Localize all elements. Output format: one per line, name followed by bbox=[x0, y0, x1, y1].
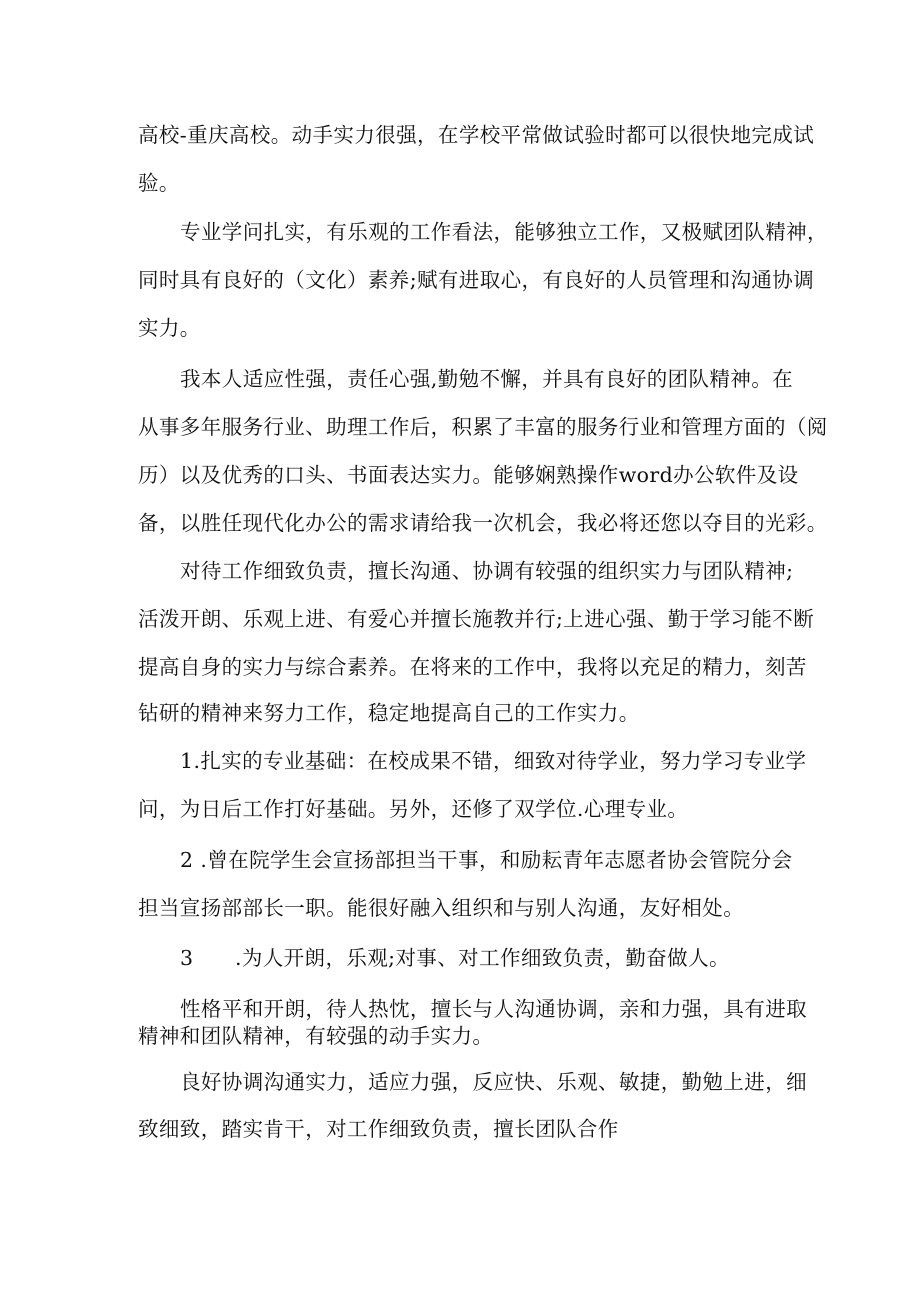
text-line: 钻研的精神来努力工作，稳定地提高自己的工作实力。 bbox=[138, 701, 640, 725]
text-line: 备，以胜任现代化办公的需求请给我一次机会，我必将还您以夺目的光彩。 bbox=[138, 511, 828, 535]
text-line: 3 .为人开朗，乐观;对事、对工作细致负责，勤奋做人。 bbox=[180, 946, 730, 970]
text-line: 验。 bbox=[138, 171, 180, 195]
text-line: 活泼开朗、乐观上进、有爱心并擅长施教并行;上进心强、勤于学习能不断 bbox=[138, 607, 815, 631]
text-line: 精神和团队精神，有较强的动手实力。 bbox=[138, 1024, 494, 1048]
text-line: 1.扎实的专业基础：在校成果不错，细致对待学业，努力学习专业学 bbox=[180, 749, 807, 773]
text-line: 担当宣扬部部长一职。能很好融入组织和与别人沟通，友好相处。 bbox=[138, 896, 745, 920]
text-line: 良好协调沟通实力，适应力强，反应快、乐观、敏捷，勤勉上进，细 bbox=[180, 1070, 807, 1094]
text-line: 我本人适应性强，责任心强,勤勉不懈，并具有良好的团队精神。在 bbox=[180, 367, 794, 391]
text-line: 专业学问扎实，有乐观的工作看法，能够独立工作，又极赋团队精神， bbox=[180, 220, 828, 244]
text-line: 致细致，踏实肯干，对工作细致负责，擅长团队合作 bbox=[138, 1117, 619, 1141]
text-line: 从事多年服务行业、助理工作后，积累了丰富的服务行业和管理方面的（阅 bbox=[138, 415, 828, 439]
text-line: 2 .曾在院学生会宣扬部担当干事，和励耘青年志愿者协会管院分会 bbox=[180, 848, 793, 872]
text-line: 同时具有良好的（文化）素养;赋有进取心，有良好的人员管理和沟通协调 bbox=[138, 268, 815, 292]
text-line: 历）以及优秀的口头、书面表达实力。能够娴熟操作word办公软件及设 bbox=[138, 463, 799, 487]
text-line: 实力。 bbox=[138, 316, 201, 340]
text-line: 高校-重庆高校。动手实力很强，在学校平常做试验时都可以很快地完成试 bbox=[138, 123, 815, 147]
text-line: 性格平和开朗，待人热忱，擅长与人沟通协调，亲和力强，具有进取 bbox=[180, 997, 807, 1021]
text-line: 问，为日后工作打好基础。另外，还修了双学位.心理专业。 bbox=[138, 797, 689, 821]
text-line: 提高自身的实力与综合素养。在将来的工作中，我将以充足的精力，刻苦 bbox=[138, 655, 807, 679]
text-line: 对待工作细致负责，擅长沟通、协调有较强的组织实力与团队精神; bbox=[180, 559, 794, 583]
